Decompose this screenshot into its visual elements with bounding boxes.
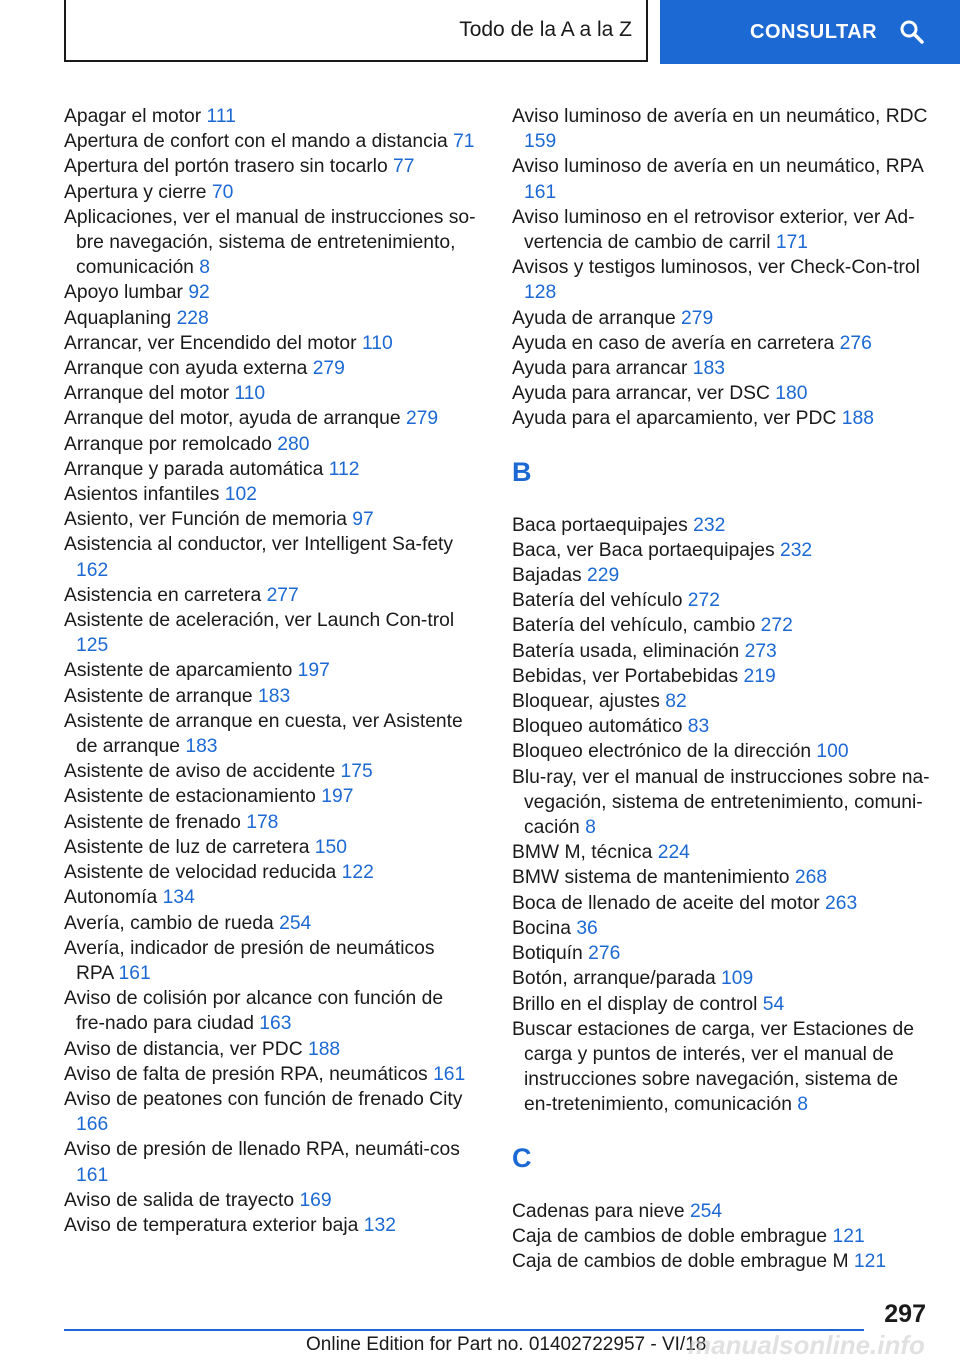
index-page-link[interactable]: 224 (657, 842, 690, 864)
index-entry (64, 1037, 476, 1062)
index-entry (512, 714, 930, 739)
index-entry (512, 381, 930, 406)
index-entry-text: Asistente de velocidad reducida (64, 862, 337, 884)
index-entry-text: Aviso de colisión por alcance con función de fre-nado para ciudad (64, 988, 444, 1035)
index-page-link[interactable]: 161 (76, 1164, 109, 1186)
index-entry (64, 784, 476, 809)
index-entry-text: Arranque del motor (64, 383, 230, 405)
index-entry-text: Asistente de aviso de accidente (64, 761, 336, 783)
index-entry-text: Aviso de distancia, ver PDC (64, 1038, 303, 1060)
page-number: 297 (884, 1300, 926, 1328)
index-page-link[interactable]: 183 (692, 358, 725, 380)
index-entry-text: Asistente de aceleración, ver Launch Con-trol (64, 610, 455, 632)
index-entry-text: Aviso luminoso de avería en un neumático, RPA (512, 156, 923, 178)
index-entry-text: Aviso de temperatura exterior baja (64, 1214, 359, 1236)
index-entry-text: Bebidas, ver Portabebidas (512, 665, 739, 687)
index-entry-text: Aviso de presión de llenado RPA, neumáti-cos (64, 1139, 460, 1161)
index-entry-text: Baca, ver Baca portaequipajes (512, 539, 775, 561)
index-page-link[interactable]: 162 (76, 559, 109, 581)
index-entry (64, 911, 476, 936)
index-page-link[interactable]: 279 (681, 307, 714, 329)
index-entry-text: Baca portaequipajes (512, 514, 688, 536)
index-entry (64, 129, 476, 154)
index-letter-heading: C (512, 1142, 532, 1173)
index-entry-text: Cadenas para nieve (512, 1200, 685, 1222)
index-page-link[interactable]: 97 (352, 509, 374, 531)
index-entry (64, 507, 476, 532)
index-entry-text: Apertura de confort con el mando a distancia (64, 131, 448, 153)
index-entry (512, 588, 930, 613)
index-page-link[interactable]: 197 (297, 660, 330, 682)
index-entry (64, 936, 476, 986)
index-page-link[interactable]: 268 (794, 867, 828, 889)
index-page-link[interactable]: 232 (779, 539, 813, 561)
index-entry (64, 104, 476, 129)
index-entry (64, 658, 476, 683)
index-entry-text: Blu-ray, ver el manual de instrucciones sobre na-vegación, sistema de entretenimiento, comuni-cación (512, 766, 930, 839)
index-page-link[interactable]: 150 (314, 836, 347, 858)
index-entry (512, 306, 930, 331)
index-entry-text: Asistente de aparcamiento (64, 660, 293, 682)
index-entry (64, 306, 476, 331)
index-page-link[interactable]: 122 (341, 862, 374, 884)
index-entry-text: Asistente de estacionamiento (64, 786, 316, 808)
index-entry-text: Arranque del motor, ayuda de arranque (64, 408, 401, 430)
index-page-link[interactable]: 183 (185, 736, 218, 758)
index-entry-text: Avería, indicador de presión de neumáticos RPA (64, 937, 435, 984)
index-entry (512, 331, 930, 356)
index-entry-text: Ayuda en caso de avería en carretera (512, 332, 835, 354)
index-entry-text: Avería, cambio de rueda (64, 912, 274, 934)
index-entry (512, 966, 930, 991)
index-entry-text: Asistente de luz de carretera (64, 836, 310, 858)
index-entry-text: Aplicaciones, ver el manual de instrucciones so-bre navegación, sistema de entretenimiento, comunicación (64, 206, 476, 279)
index-entry-text: Autonomía (64, 887, 158, 909)
index-page-link[interactable]: 121 (853, 1250, 887, 1272)
index-entry (64, 532, 476, 582)
footer-edition: Online Edition for Part no. 01402722957 - VI/18 (306, 1334, 707, 1355)
index-entry (64, 810, 476, 835)
index-page-link[interactable]: 277 (266, 584, 299, 606)
index-entry-text: Apagar el motor (64, 106, 202, 127)
index-page-link[interactable]: 276 (588, 943, 621, 965)
index-entry-text: Caja de cambios de doble embrague (512, 1225, 828, 1247)
index-page-link[interactable]: 169 (299, 1189, 332, 1211)
index-page-link[interactable]: 159 (524, 131, 557, 153)
index-entry-text: Buscar estaciones de carga, ver Estaciones de carga y puntos de interés, ver el manual de instrucciones sobre navegación, sistema de en-tretenimiento, comunicación (512, 1018, 914, 1116)
index-entry-text: Asistencia en carretera (64, 584, 262, 606)
index-page-link[interactable]: 109 (721, 968, 754, 990)
index-entry-text: Arranque con ayuda externa (64, 358, 308, 380)
index-entry-text: Asistente de frenado (64, 811, 241, 833)
index-entry-text: Batería del vehículo, cambio (512, 615, 756, 637)
index-entry (64, 331, 476, 356)
index-page-link[interactable]: 70 (211, 181, 234, 203)
index-entry (512, 406, 930, 431)
index-page-link[interactable]: 82 (665, 691, 687, 713)
index-page-link[interactable]: 128 (524, 282, 557, 304)
index-entry (512, 356, 930, 381)
index-page-link[interactable]: 125 (76, 635, 109, 657)
index-entry-text: Aviso luminoso en el retrovisor exterior, ver Ad-vertencia de cambio de carril (512, 206, 915, 254)
tab-consult[interactable] (660, 0, 960, 64)
index-entry (64, 1087, 476, 1137)
index-page-link[interactable]: 175 (340, 761, 373, 783)
index-page-link[interactable]: 263 (825, 892, 858, 914)
index-entry (64, 759, 476, 784)
index-page-link[interactable]: 188 (841, 408, 874, 430)
index-entry-text: Avisos y testigos luminosos, ver Check-Con-trol (512, 257, 920, 279)
index-entry (512, 865, 930, 890)
index-entry (64, 860, 476, 885)
index-page-link[interactable]: 219 (743, 665, 776, 687)
index-letter-heading: B (512, 456, 532, 487)
index-page-link[interactable]: 112 (328, 458, 360, 480)
index-page-link[interactable]: 111 (206, 106, 236, 127)
index-page-link[interactable]: 121 (832, 1225, 865, 1247)
search-icon (899, 19, 925, 45)
index-entry (512, 563, 930, 588)
index-page-link[interactable]: 228 (176, 307, 209, 329)
index-entry-text: Botón, arranque/parada (512, 968, 716, 990)
index-page-link[interactable]: 132 (363, 1214, 396, 1236)
index-page-link[interactable]: 8 (585, 817, 596, 839)
index-entry (512, 513, 930, 538)
index-entry-text: Batería usada, eliminación (512, 640, 740, 662)
index-page-link[interactable]: 280 (277, 433, 310, 455)
index-entry (512, 739, 930, 764)
index-entry (512, 765, 930, 841)
index-entry (512, 1224, 930, 1249)
index-entry (512, 205, 930, 255)
index-entry-text: Aviso de peatones con función de frenado City (64, 1088, 463, 1110)
index-entry-text: Bocina (512, 917, 571, 939)
index-entry (512, 1199, 930, 1224)
index-page-link[interactable]: 92 (188, 282, 210, 304)
index-entry-text: Asientos infantiles (64, 484, 220, 506)
index-entry (512, 664, 930, 689)
index-page-link[interactable]: 71 (453, 131, 475, 153)
index-entry (512, 891, 930, 916)
index-entry-text: Boca de llenado de aceite del motor (512, 892, 820, 914)
index-page-link[interactable]: 272 (760, 615, 793, 637)
index-entry (512, 941, 930, 966)
index-entry (512, 104, 930, 154)
index-page-link[interactable]: 77 (393, 156, 415, 178)
index-page-link[interactable]: 161 (524, 181, 557, 203)
index-page-link[interactable]: 161 (433, 1063, 466, 1085)
index-page-link[interactable]: 36 (576, 917, 598, 939)
index-entry (64, 1062, 476, 1087)
index-entry-text: Asistencia al conductor, ver Intelligent Sa-fety (64, 534, 454, 556)
index-entry (64, 684, 476, 709)
index-page-link[interactable]: 183 (258, 685, 291, 707)
index-page-link[interactable]: 229 (587, 565, 620, 587)
index-entry-text: Aviso luminoso de avería en un neumático, RDC (512, 106, 928, 127)
index-page-link[interactable]: 171 (775, 232, 809, 254)
index-entry (512, 538, 930, 563)
index-column-right (512, 104, 930, 1274)
index-entry-text: Botiquín (512, 943, 583, 965)
index-page-link[interactable]: 166 (76, 1114, 109, 1136)
tab-a-to-z[interactable] (64, 0, 648, 62)
index-entry (64, 1188, 476, 1213)
index-page-link[interactable]: 161 (118, 962, 151, 984)
index-page-link[interactable]: 272 (687, 590, 720, 612)
index-entry-text: Bloquear, ajustes (512, 691, 660, 713)
index-entry (64, 709, 476, 759)
tab-consult-label: CONSULTAR (750, 20, 878, 43)
index-entry-text: Arrancar, ver Encendido del motor (64, 332, 357, 354)
index-entry (64, 154, 476, 179)
index-entry-text: Asiento, ver Función de memoria (64, 509, 347, 531)
index-entry-text: Apertura del portón trasero sin tocarlo (64, 156, 388, 178)
index-entry (64, 1213, 476, 1238)
index-page-link[interactable]: 8 (797, 1094, 809, 1116)
index-page-link[interactable]: 163 (259, 1013, 292, 1035)
index-entry (64, 885, 476, 910)
index-entry (512, 154, 930, 204)
index-entry (512, 639, 930, 664)
index-entry (64, 608, 476, 658)
index-entry (64, 381, 476, 406)
index-page-link[interactable]: 276 (839, 332, 872, 354)
index-entry (64, 356, 476, 381)
index-page-link[interactable]: 279 (405, 408, 439, 430)
index-entry (64, 457, 476, 482)
index-entry-text: Ayuda para arrancar (512, 358, 688, 380)
index-entry (64, 1137, 476, 1187)
index-entry (64, 432, 476, 457)
index-page-link[interactable]: 180 (775, 383, 808, 405)
index-entry-text: Arranque y parada automática (64, 458, 324, 480)
index-page-link[interactable]: 110 (234, 383, 266, 405)
index-page-link[interactable]: 178 (246, 811, 279, 833)
index-entry-text: Ayuda para el aparcamiento, ver PDC (512, 408, 837, 430)
index-page-link[interactable]: 232 (693, 514, 726, 536)
index-entry (64, 205, 476, 281)
index-entry (64, 280, 476, 305)
index-entry-text: Ayuda para arrancar, ver DSC (512, 383, 770, 405)
index-entry-text: Asistente de arranque (64, 685, 253, 707)
index-entry-text: Brillo en el display de control (512, 993, 758, 1015)
index-page-link[interactable]: 83 (687, 716, 710, 738)
index-entry-text: Apertura y cierre (64, 181, 207, 203)
index-page-link[interactable]: 8 (199, 257, 210, 279)
index-page-link[interactable]: 188 (307, 1038, 341, 1060)
index-entry-text: Caja de cambios de doble embrague M (512, 1250, 849, 1272)
index-entry-text: Bloqueo automático (512, 716, 683, 738)
index-entry (512, 1249, 930, 1274)
index-page-link[interactable]: 254 (279, 912, 312, 934)
index-page-link[interactable]: 110 (361, 332, 393, 354)
index-entry (512, 613, 930, 638)
index-entry (512, 689, 930, 714)
index-entry (512, 840, 930, 865)
index-page-link[interactable]: 254 (689, 1200, 723, 1222)
index-entry (512, 916, 930, 941)
index-entry-text: BMW M, técnica (512, 842, 653, 864)
index-entry (64, 583, 476, 608)
index-column-left (64, 104, 476, 1238)
index-page-link[interactable]: 197 (321, 786, 354, 808)
index-entry-text: Aquaplaning (64, 307, 172, 329)
index-entry-text: Arranque por remolcado (64, 433, 272, 455)
index-entry (64, 482, 476, 507)
index-entry-text: Bajadas (512, 565, 582, 587)
index-page-link[interactable]: 273 (744, 640, 777, 662)
index-entry (512, 1017, 930, 1118)
index-entry (64, 406, 476, 431)
index-entry-text: Ayuda de arranque (512, 307, 676, 329)
index-entry-text: Batería del vehículo (512, 590, 683, 612)
index-page-link[interactable]: 100 (816, 741, 849, 763)
index-entry-text: Apoyo lumbar (64, 282, 183, 304)
top-navigation (0, 0, 960, 66)
index-entry-text: Bloqueo electrónico de la dirección (512, 741, 812, 763)
index-page-link[interactable]: 102 (224, 484, 257, 506)
index-page-link[interactable]: 54 (762, 993, 785, 1015)
index-entry-text: Asistente de arranque en cuesta, ver Asistente de arranque (64, 710, 463, 758)
index-entry (64, 986, 476, 1036)
index-page-link[interactable]: 279 (312, 358, 345, 380)
index-entry (512, 255, 930, 305)
index-entry-text: BMW sistema de mantenimiento (512, 867, 790, 889)
watermark: manualsonline.info (688, 1330, 925, 1360)
tab-a-to-z-label: Todo de la A a la Z (459, 18, 632, 41)
index-page-link[interactable]: 134 (162, 887, 195, 909)
index-entry (64, 835, 476, 860)
index-entry-text: Aviso de falta de presión RPA, neumáticos (64, 1063, 428, 1085)
index-entry (512, 992, 930, 1017)
index-entry-text: Aviso de salida de trayecto (64, 1189, 295, 1211)
index-entry (64, 180, 476, 205)
